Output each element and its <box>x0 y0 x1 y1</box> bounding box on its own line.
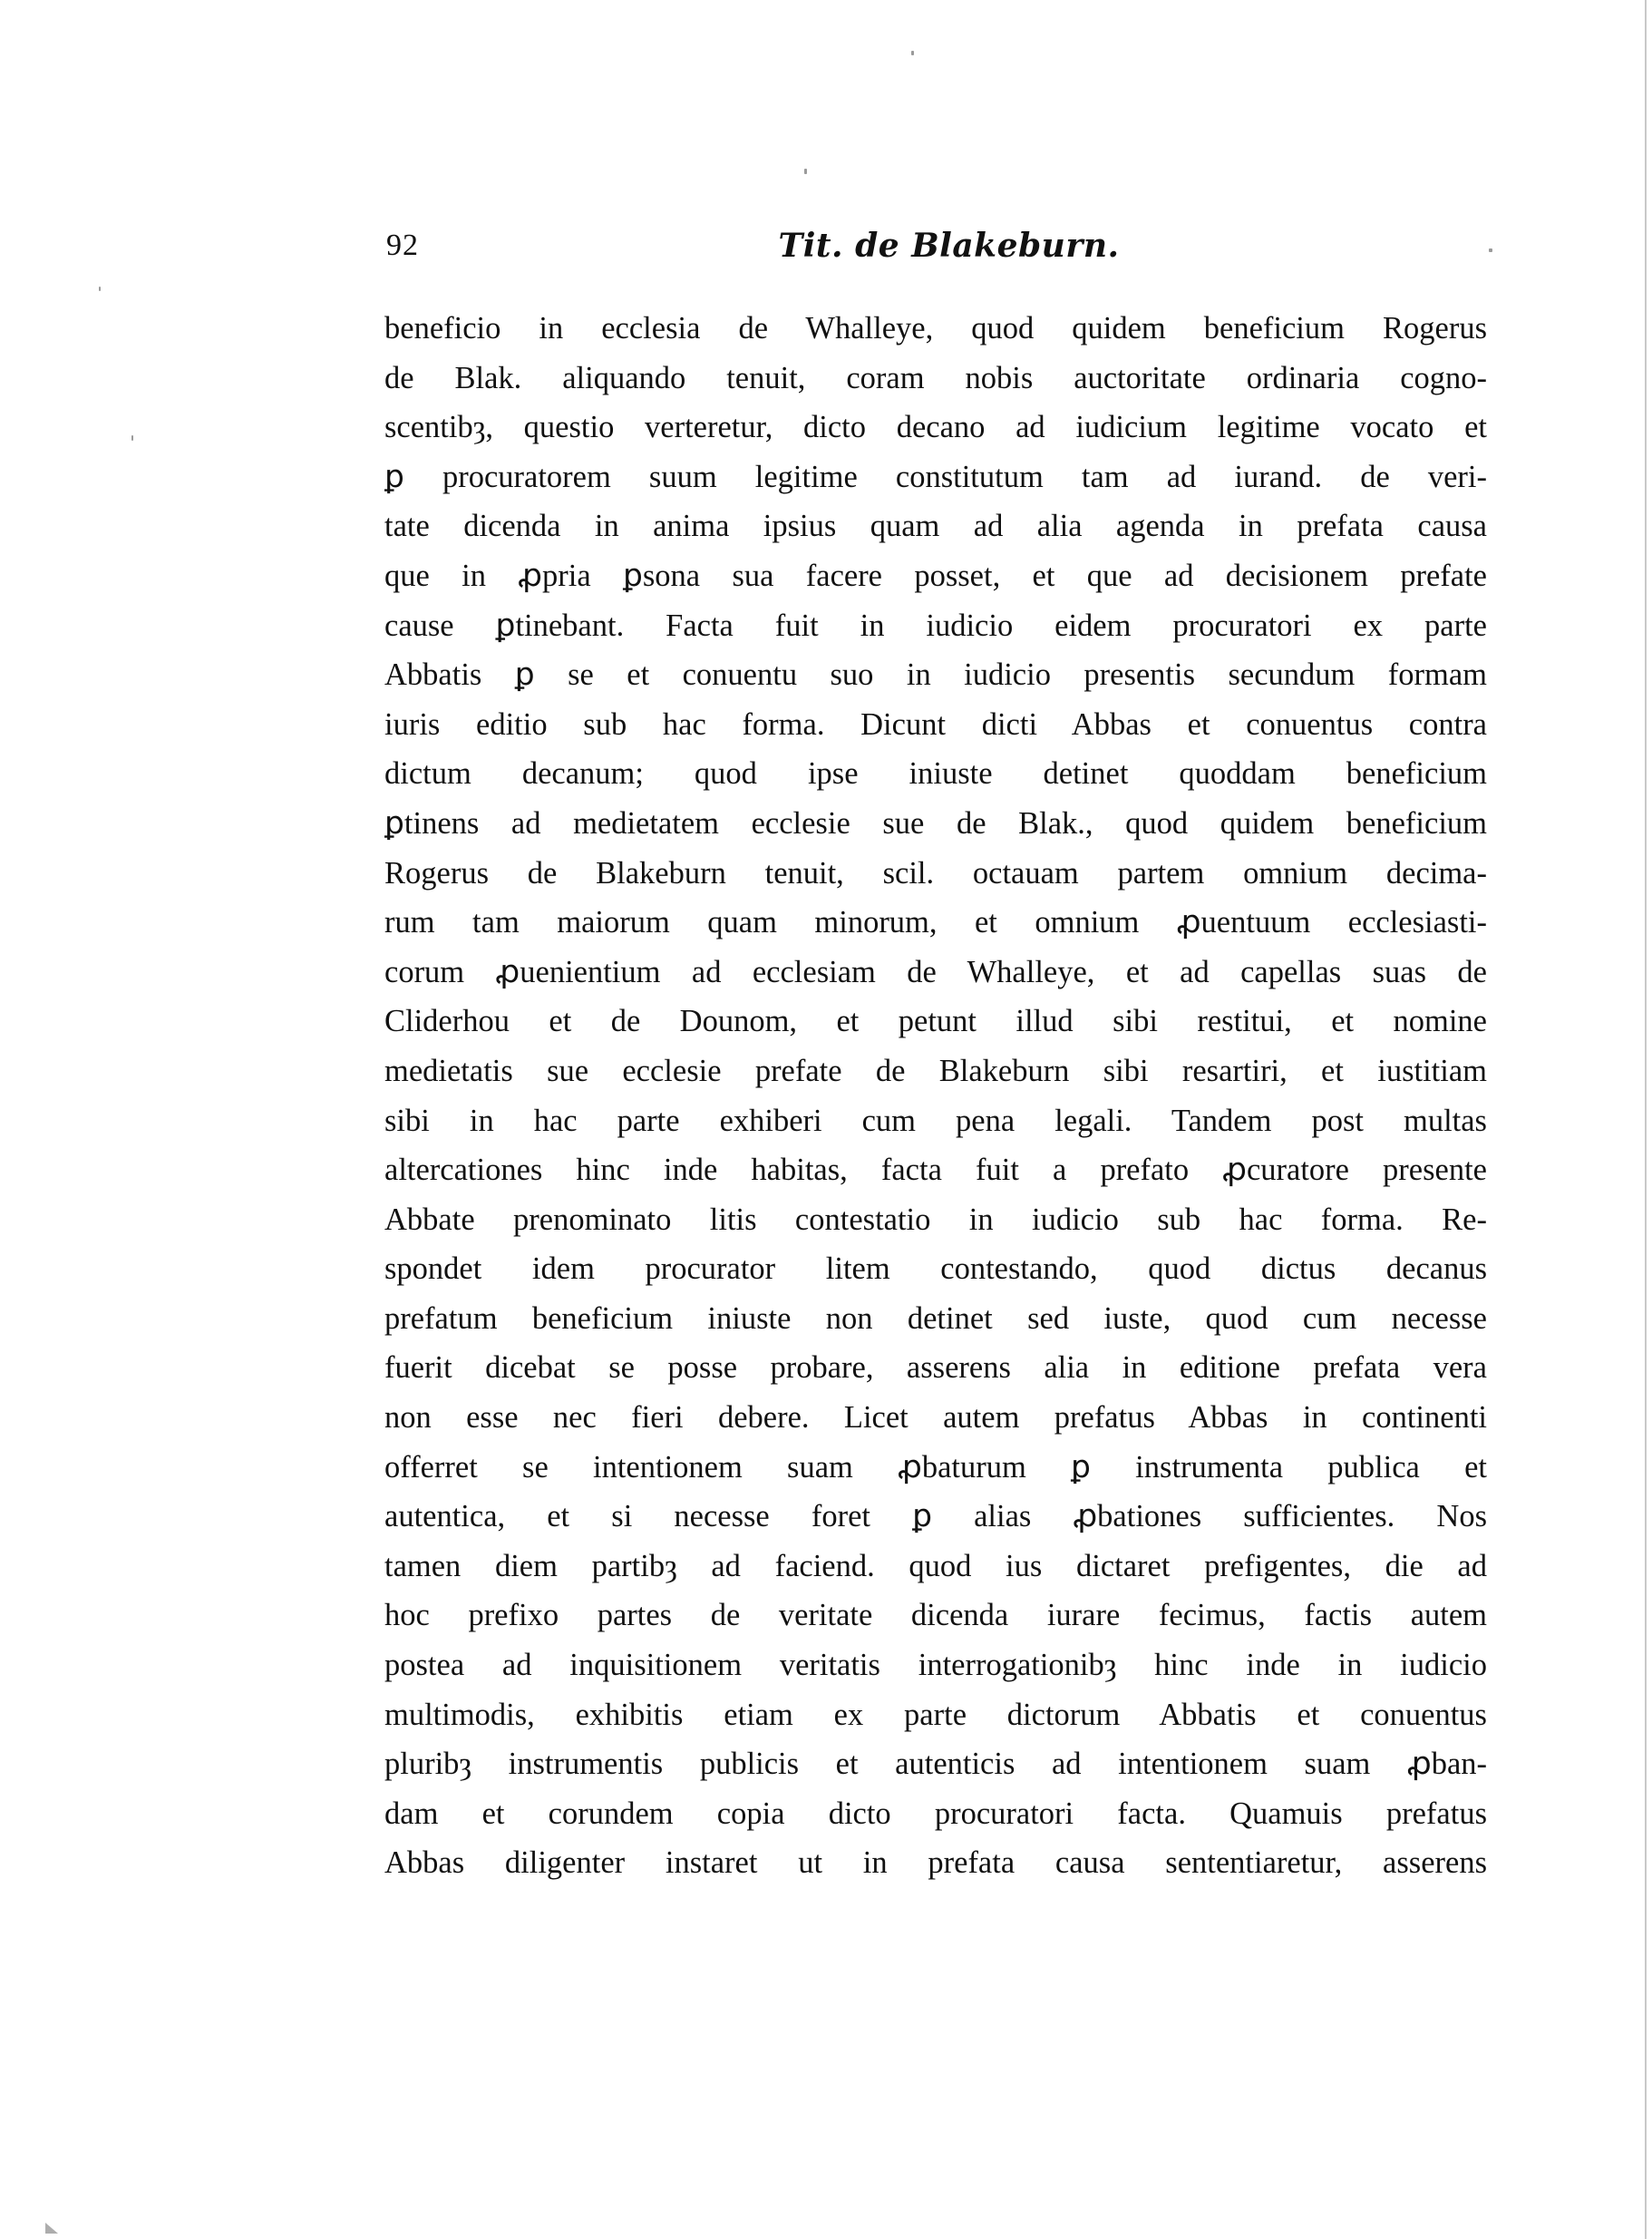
text-line: multimodis, exhibitis etiam ex parte dictorum Abbatis et conuentus <box>384 1697 1487 1732</box>
running-title: Tit. de Blakeburn. <box>778 227 1120 265</box>
text-line: Abbas diligenter instaret ut in prefata causa sententiaretur, asserens <box>384 1845 1487 1881</box>
text-line: ꝑtinens ad medietatem ecclesie sue de Blak., quod quidem beneficium <box>384 805 1487 841</box>
scan-speck <box>804 169 807 174</box>
text-line: autentica, et si necesse foret ꝑ alias ꝓbationes sufficientes. Nos <box>384 1499 1487 1534</box>
text-line: tate dicenda in anima ipsius quam ad alia agenda in prefata causa <box>384 509 1487 544</box>
text-line: cause ꝑtinebant. Facta fuit in iudicio eidem procuratori ex parte <box>384 608 1487 643</box>
running-head <box>384 223 1486 268</box>
text-line: non esse nec fieri debere. Licet autem prefatus Abbas in continenti <box>384 1400 1487 1436</box>
text-line: Abbatis ꝑ se et conuentu suo in iudicio presentis secundum formam <box>384 657 1487 693</box>
text-line: postea ad inquisitionem veritatis interrogationibȝ hinc inde in iudicio <box>384 1648 1487 1683</box>
text-line: fuerit dicebat se posse probare, asserens alia in editione prefata vera <box>384 1350 1487 1386</box>
text-line: dam et corundem copia dicto procuratori facta. Quamuis prefatus <box>384 1796 1487 1831</box>
text-line: prefatum beneficium iniuste non detinet sed iuste, quod cum necesse <box>384 1300 1487 1336</box>
scan-speck <box>911 51 914 55</box>
text-line: Abbate prenominato litis contestatio in iudicio sub hac forma. Re- <box>384 1202 1487 1237</box>
text-line: dictum decanum; quod ipse iniuste detinet quoddam beneficium <box>384 756 1487 792</box>
text-line: hoc prefixo partes de veritate dicenda iurare fecimus, factis autem <box>384 1598 1487 1633</box>
text-line: spondet idem procurator litem contestando, quod dictus decanus <box>384 1251 1487 1287</box>
text-line: tamen diem partibȝ ad faciend. quod ius dictaret prefigentes, die ad <box>384 1548 1487 1583</box>
text-line: altercationes hinc inde habitas, facta fuit a prefato ꝓcuratore presente <box>384 1153 1487 1188</box>
scan-speck <box>99 287 101 291</box>
text-line: medietatis sue ecclesie prefate de Blakeburn sibi resartiri, et iustitiam <box>384 1053 1487 1088</box>
text-line: Rogerus de Blakeburn tenuit, scil. octauam partem omnium decima- <box>384 855 1487 891</box>
page-number: 92 <box>386 229 419 262</box>
text-line: sibi in hac parte exhiberi cum pena legali. Tandem post multas <box>384 1103 1487 1138</box>
text-line: offerret se intentionem suam ꝓbaturum ꝑ instrumenta publica et <box>384 1449 1487 1485</box>
text-line: Cliderhou et de Dounom, et petunt illud sibi restitui, et nomine <box>384 1004 1487 1039</box>
text-line: rum tam maiorum quam minorum, et omnium ꝓuentuum ecclesiasti- <box>384 905 1487 940</box>
text-line: que in ꝓpria ꝑsona sua facere posset, et que ad decisionem prefate <box>384 558 1487 593</box>
text-line: beneficio in ecclesia de Whalleye, quod quidem beneficium Rogerus <box>384 311 1487 346</box>
body-text <box>384 304 1487 1888</box>
text-line: ꝑ procuratorem suum legitime constitutum tam ad iurand. de veri- <box>384 459 1487 494</box>
scan-corner-mark <box>45 2223 58 2234</box>
text-line: iuris editio sub hac forma. Dicunt dicti Abbas et conuentus contra <box>384 706 1487 742</box>
text-line: corum ꝓuenientium ad ecclesiam de Whalleye, et ad capellas suas de <box>384 954 1487 989</box>
text-line: de Blak. aliquando tenuit, coram nobis auctoritate ordinaria cogno- <box>384 360 1487 395</box>
text-line: pluribȝ instrumentis publicis et autenticis ad intentionem suam ꝓban- <box>384 1747 1487 1782</box>
text-line: scentibȝ, questio verteretur, dicto decano ad iudicium legitime vocato et <box>384 410 1487 445</box>
scan-speck <box>131 435 133 441</box>
page-edge-line <box>1645 0 1647 2239</box>
scan-speck <box>1489 248 1492 252</box>
